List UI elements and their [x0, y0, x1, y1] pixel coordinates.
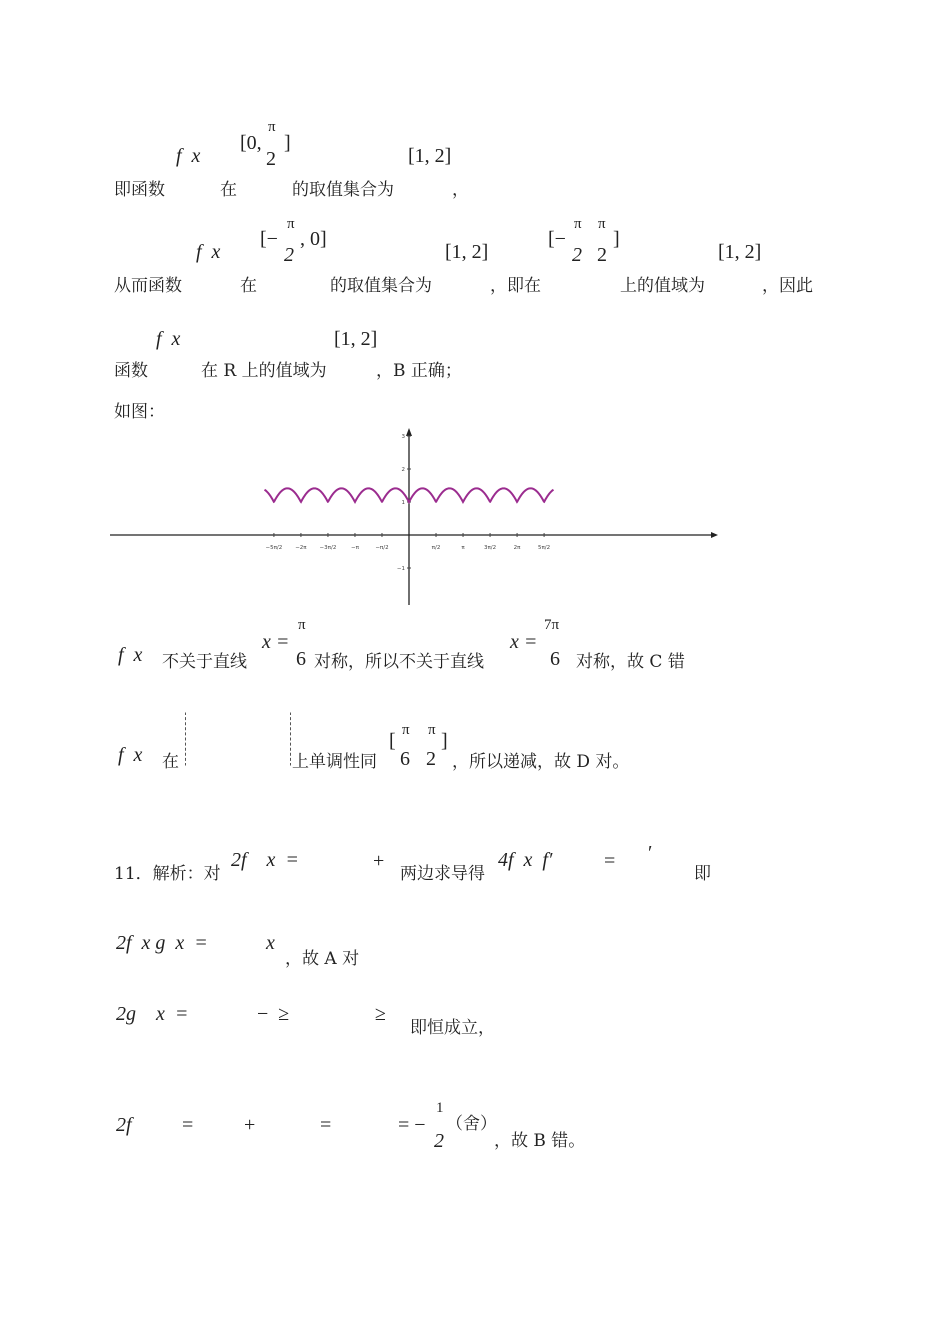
- y-tick-label: 3: [401, 434, 405, 440]
- text-c: 的取值集合为: [330, 276, 432, 296]
- math-eq1: =: [182, 1114, 194, 1136]
- x-tick-label: −π/2: [375, 545, 389, 551]
- math-f: 2f x g x =: [116, 932, 208, 954]
- x-tick-label: π: [461, 545, 465, 551]
- math-interval-a: [−: [260, 228, 283, 250]
- math-prime: ′: [648, 842, 653, 864]
- math-f2: 4f x f′: [498, 849, 553, 871]
- text-c: ，B 正确；: [376, 361, 462, 381]
- y-tick-label: 2: [401, 467, 405, 473]
- math-two-b1: 2: [572, 244, 582, 266]
- math-close-b: ]: [613, 228, 620, 250]
- y-axis-arrow: [406, 428, 412, 436]
- math-f1: 2f x =: [231, 849, 299, 871]
- text-b: 对称，所以不关于直线: [314, 652, 484, 672]
- text-a: 在: [162, 752, 179, 772]
- text-b: 在: [220, 180, 237, 200]
- math-two: 2: [434, 1130, 444, 1152]
- math-range-a: [1, 2]: [445, 241, 489, 263]
- text-a: 即函数: [114, 180, 165, 200]
- x-tick-label: 5π/2: [538, 545, 551, 551]
- text-b: 两边求导得: [400, 864, 485, 884]
- text-a: 即恒成立，: [410, 1018, 495, 1038]
- math-open-bracket: [: [389, 730, 396, 752]
- math-eq3: = −: [398, 1114, 426, 1136]
- text-b: 上单调性同: [292, 752, 377, 772]
- x-tick-label: −2π: [295, 545, 307, 551]
- x-tick-label: −3π/2: [319, 545, 337, 551]
- y-tick-label: 1: [401, 500, 405, 506]
- text-c: 的取值集合为: [292, 180, 394, 200]
- math-den1: 6: [296, 648, 306, 670]
- math-eq2: =: [320, 1114, 332, 1136]
- text-c: 即: [694, 864, 711, 884]
- math-fx: f x: [176, 145, 201, 167]
- figure-caption: 如图：: [114, 402, 165, 422]
- math-range: [1, 2]: [408, 145, 452, 167]
- x-tick-label: 3π/2: [483, 545, 497, 551]
- y-tick-label: −1: [396, 566, 405, 572]
- math-interval-b: [−: [548, 228, 571, 250]
- math-interval: [0,: [240, 132, 267, 154]
- text-a: 函数: [114, 361, 148, 381]
- math-pi-a: π: [287, 216, 295, 232]
- math-den1: 6: [400, 748, 410, 770]
- math-fx: f x: [118, 644, 143, 666]
- math-x: x: [266, 932, 275, 954]
- math-x1: x =: [262, 631, 290, 653]
- math-minus: − ≥: [257, 1003, 290, 1025]
- math-one: 1: [436, 1100, 444, 1116]
- math-two-a: 2: [284, 244, 294, 266]
- text-a: ，故 A 对: [285, 949, 360, 969]
- math-pi2: π: [428, 722, 436, 738]
- math-pi: π: [268, 119, 276, 135]
- math-plus: +: [373, 850, 385, 872]
- text-b: 在 R 上的值域为: [201, 361, 327, 381]
- math-range-b: [1, 2]: [718, 241, 762, 263]
- math-two-b2: 2: [597, 244, 607, 266]
- math-g: 2g x =: [116, 1003, 189, 1025]
- text-c: 对称，故 C 错: [576, 652, 685, 672]
- x-axis-arrow: [711, 532, 718, 538]
- text-a: 不关于直线: [162, 652, 247, 672]
- text-b: ，故 B 错。: [494, 1131, 586, 1151]
- math-f: 2f: [116, 1114, 132, 1136]
- x-tick-label: π/2: [431, 545, 441, 551]
- text-e: 上的值域为: [620, 276, 705, 296]
- text-c: ，所以递减，故 D 对。: [452, 752, 630, 772]
- x-tick-label: −π: [351, 545, 359, 551]
- math-close-bracket: ]: [441, 730, 448, 752]
- math-close-a: , 0]: [300, 228, 327, 250]
- text-a: 11．解析：对: [114, 864, 221, 884]
- math-den2: 2: [426, 748, 436, 770]
- math-ge: ≥: [375, 1003, 386, 1025]
- text-a: （舍）: [446, 1114, 497, 1134]
- math-eq: =: [604, 850, 616, 872]
- math-two: 2: [266, 148, 276, 170]
- text-f: ，因此: [762, 276, 813, 296]
- math-x2: x =: [510, 631, 538, 653]
- math-pi1: π: [402, 722, 410, 738]
- math-den2: 6: [550, 648, 560, 670]
- interval-bracket: [185, 712, 291, 766]
- math-num2: 7π: [544, 617, 560, 633]
- text-a: 从而函数: [114, 276, 182, 296]
- math-fx: f x: [196, 241, 221, 263]
- x-tick-label: 2π: [513, 545, 521, 551]
- math-pi-b1: π: [574, 216, 582, 232]
- math-close: ]: [284, 132, 291, 154]
- math-fx: f x: [156, 328, 181, 350]
- function-graph: [110, 425, 720, 605]
- math-pi1: π: [298, 617, 306, 633]
- text-b: 在: [240, 276, 257, 296]
- math-pi-b2: π: [598, 216, 606, 232]
- text-d: ，: [452, 180, 469, 200]
- math-range: [1, 2]: [334, 328, 378, 350]
- text-d: ，即在: [490, 276, 541, 296]
- math-fx: f x: [118, 744, 143, 766]
- x-tick-label: −5π/2: [265, 545, 283, 551]
- math-plus: +: [244, 1114, 256, 1136]
